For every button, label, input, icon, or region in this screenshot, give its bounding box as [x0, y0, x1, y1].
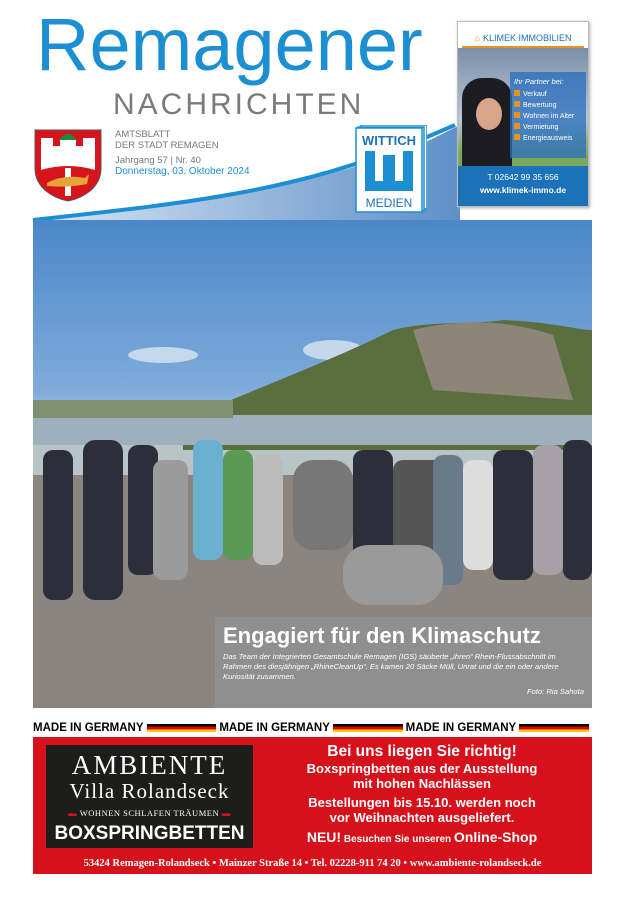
issue-number: Jahrgang 57 | Nr. 40 — [115, 155, 201, 166]
banner-text: MADE IN GERMANY — [33, 722, 144, 734]
lead-headline: Engagiert für den Klimaschutz — [223, 623, 541, 648]
klimek-phone: T 02642 99 35 656 — [487, 172, 559, 182]
issue-date: Donnerstag, 03. Oktober 2024 — [115, 166, 250, 177]
newspaper-title: Remagener — [36, 3, 423, 86]
brand-name: AMBIENTE — [71, 750, 228, 780]
agent-photo — [458, 48, 588, 166]
photo-credit: Foto: Ria Sahota — [527, 687, 584, 696]
ad-address: 53424 Remagen-Rolandseck • Mainzer Straße 14 • Tel. 02228-911 74 20 • www.ambiente-rolandseck.de — [83, 858, 542, 869]
brand-product: BOXSPRINGBETTEN — [54, 823, 245, 844]
wittich-text: WITTICH — [361, 133, 417, 148]
service-item: Wohnen im Alter — [514, 111, 582, 122]
made-in-germany-banner — [33, 721, 592, 735]
german-flag-stripe — [333, 724, 403, 732]
service-list — [510, 72, 586, 158]
new-label: NEU! — [306, 829, 342, 845]
city-crest-icon — [33, 128, 103, 202]
klimek-company: KLIMEK IMMOBILIEN — [482, 33, 572, 43]
wittich-medien-logo — [355, 125, 427, 213]
german-flag-stripe — [147, 724, 217, 732]
service-item: Vermietung — [514, 122, 582, 133]
german-flag-stripe — [519, 724, 589, 732]
order-line: vor Weihnachten ausgeliefert. — [329, 810, 515, 825]
amtsblatt-label: AMTSBLATT — [115, 129, 171, 140]
lead-story-caption — [215, 617, 592, 708]
online-shop-label[interactable]: Online-Shop — [453, 829, 538, 845]
offer-line: Boxspringbetten aus der Ausstellung — [306, 761, 538, 776]
issue-info — [115, 129, 250, 177]
klimek-website[interactable]: www.klimek-immo.de — [479, 185, 567, 195]
brand-slogan: WOHNEN SCHLAFEN TRÄUMEN — [79, 808, 220, 818]
order-line: Bestellungen bis 15.10. werden noch — [308, 795, 536, 810]
brand-location: Villa Rolandseck — [69, 779, 230, 803]
service-item: Verkauf — [514, 89, 582, 100]
tagline: Ihr Partner bei: — [514, 77, 564, 86]
medien-text: MEDIEN — [365, 196, 413, 210]
offer-line: mit hohen Nachlässen — [353, 776, 491, 791]
ambiente-logo: AMBIENTE Villa Rolandseck ▬ WOHNEN SCHLAFEN TRÄUMEN ▬ BOXSPRINGBETTEN — [46, 745, 253, 848]
klimek-immobilien-ad[interactable] — [457, 21, 589, 207]
banner-text: MADE IN GERMANY — [219, 722, 330, 734]
new-text: Besuchen Sie unseren — [343, 834, 452, 845]
ambiente-ad[interactable] — [33, 737, 592, 874]
lead-text: Das Team der Integrierten Gesamtschule Remagen (IGS) säuberte „ihren“ Rhein-Flussabschnitt im Rahmen des diesjährigen „RhineCleanUp“. Es kamen 20 Säcke Müll, Unrat und die ein oder andere Kuriosität zusammen. — [223, 652, 559, 681]
banner-text: MADE IN GERMANY — [405, 722, 517, 734]
house-icon: ⌂ — [474, 33, 480, 43]
newspaper-subtitle: NACHRICHTEN — [113, 88, 365, 121]
service-item: Bewertung — [514, 100, 582, 111]
service-item: Energieausweis — [514, 133, 582, 144]
amtsblatt-city: DER STADT REMAGEN — [115, 140, 219, 151]
ad-headline: Bei uns liegen Sie richtig! — [327, 743, 517, 760]
